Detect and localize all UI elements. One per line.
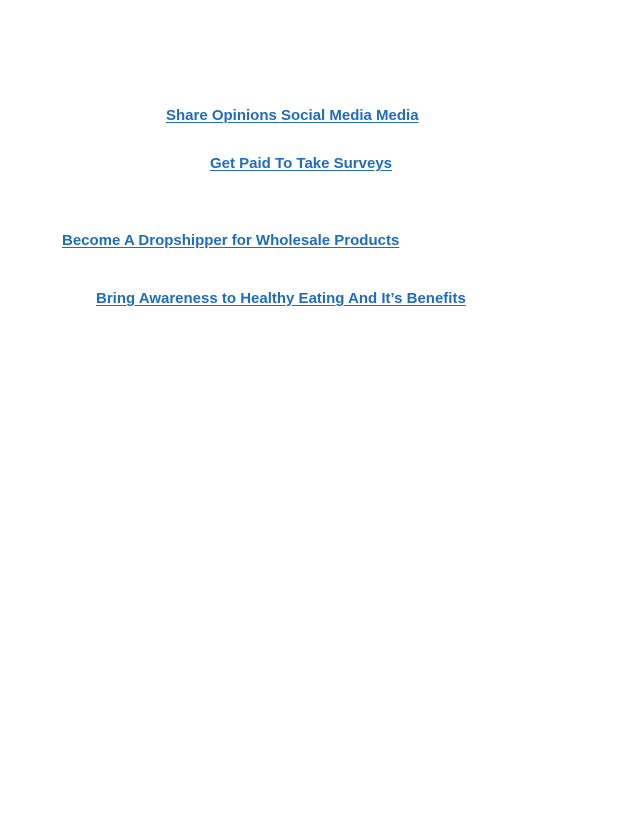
healthy-eating-link[interactable]: Bring Awareness to Healthy Eating And It’s Benefits [96,290,466,307]
get-paid-surveys-link[interactable]: Get Paid To Take Surveys [210,155,393,172]
share-opinions-link[interactable]: Share Opinions Social Media Media [166,107,419,124]
dropshipper-link[interactable]: Become A Dropshipper for Wholesale Products [62,232,400,249]
